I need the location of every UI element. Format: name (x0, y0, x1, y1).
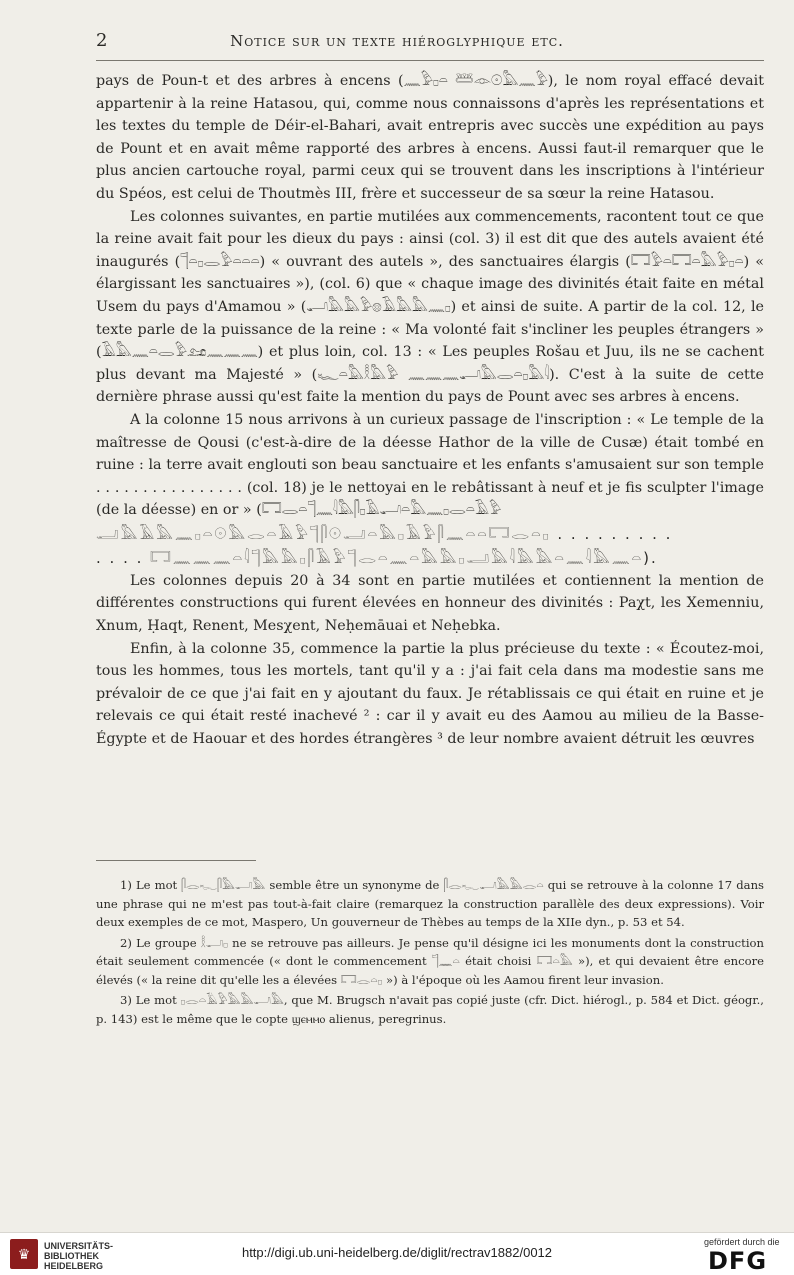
running-title: Notice sur un texte hiéroglyphique etc. (230, 32, 564, 50)
main-text (96, 70, 764, 751)
page-number: 2 (96, 30, 108, 51)
viewer-footer (0, 1232, 794, 1275)
library-name-line-2: BIBLIOTHEK (44, 1251, 99, 1261)
paragraph-3: A la colonne 15 nous arrivons à un curieux passage de l'inscription : « Le temple de la maîtresse de Qousi (c'est-à-dire de la déesse Hathor de la ville de Cusæ) était tombé en ruine : la terre avait englouti son beau sanctuaire et les enfants s'amusaient sur son temple . . . . . . . . . . . . . . . . (col. 18) je le nettoyai en le rebâtissant à neuf et je fis sculpter l'image (de la déesse) en or » (𓉐𓂋𓏏𓊹𓈖𓇋𓅓𓋴𓊪𓄿𓂝𓏏𓅓𓈖𓊪𓂋𓏏𓄿𓅱 (96, 411, 764, 519)
library-name-line-3: HEIDELBERG (44, 1261, 104, 1271)
permalink-url[interactable]: http://digi.ub.uni-heidelberg.de/diglit/rectrav1882/0012 (241, 1245, 553, 1260)
dfg-logo[interactable]: DFG (708, 1247, 768, 1275)
footnote-1: 1) Le mot 𓋴𓂋𓆑𓋴𓅓𓂝𓅓 semble être un synonyme de 𓋴𓂋𓆑𓂝𓅓𓅓𓂋𓏏 qui se retrouve à la colonne 17 dans une phrase qui ne m'est pas tout-à-fait claire (remarquez la construction parallèle des deux expressions). Voir deux exemples de ce mot, Maspero, Un gouverneur de Thèbes au temps de la XIIe dyn., p. 53 et 54. (96, 878, 764, 929)
university-seal-icon: ♛ (17, 1246, 31, 1262)
footnotes (96, 876, 764, 1030)
footnote-rule (96, 860, 256, 861)
paragraph-4: Les colonnes depuis 20 à 34 sont en partie mutilées et contiennent la mention de différentes constructions qui furent élevées en honneur des divinités : Paχt, les Xemenniu, Xnum, Ḥaqt, Renent, Mesχent, Neḥemāuai et Neḥebka. (96, 572, 764, 635)
header-rule (96, 60, 764, 61)
paragraph-1: pays de Poun-t et des arbres à encens (𓈖𓅱𓊪𓏏 𓆷𓁹𓇳𓅓𓈖𓅱), le nom royal effacé devait appartenir à la reine Hatasou, qui, comme nous connaissons d'après les représentations et les textes du temple de Déir-el-Bahari, avait entrepris avec succès une expédition au pays de Pount et en avait même rapporté des arbres à encens. Aussi faut-il remarquer que le plus ancien cartouche royal, parmi ceux qui se trouvent dans les inscriptions à l'intérieur du Spéos, est celui de Thoutmès III, frère et successeur de sa sœur la reine Hatasou. (96, 73, 764, 202)
library-name-line-1: UNIVERSITÄTS- (44, 1241, 114, 1251)
hieroglyph-line-1: 𓂝𓅓𓄿𓅓𓈖𓊪𓏏𓇳𓅓𓂋𓏏𓄿𓅱𓊹𓋴𓇳𓂝𓏏𓅓𓊪𓄿𓅱𓋴𓈖𓏏𓏏𓉐𓂋𓏏𓊪 . . . . . . . . . (96, 524, 673, 543)
footnote-3: 3) Le mot 𓊪𓂋𓏏𓄿𓅱𓅓𓅓𓂝𓅓, que M. Brugsch n'avait pas copié juste (cfr. Dict. hiérogl., p. 584 et Dict. géogr., p. 143) est le même que le copte ϣⲉⲙⲙⲟ alienus, peregrinus. (96, 993, 764, 1026)
footnote-2: 2) Le groupe 𓎛𓂝𓊪 ne se retrouve pas ailleurs. Je pense qu'il désigne ici les monuments dont la construction était seulement commencée (« dont le commencement 𓊹𓈖𓏏 était choisi 𓉐𓏏𓅓 »), et qui devaient être encore élevés (« la reine dit qu'elle les a élevées 𓉐𓂋𓏏𓊪 ») à l'époque où les Aamou firent leur invasion. (96, 935, 764, 987)
paragraph-5: Enfin, à la colonne 35, commence la partie la plus précieuse du texte : « Écoutez-moi, tous les hommes, tous les mortels, tant qu'il y a : j'ai fait cela dans ma modestie sans me prévaloir de ce que j'ai fait en y ajoutant du faux. Je rétablissais ce qui était en ruine et je relevais ce qui était resté inachevé ² : car il y avait eu des Aamou au milieu de la Basse-Égypte et de Haouar et des hordes étrangères ³ de leur nombre avaient détruit les œuvres (96, 640, 764, 748)
paragraph-2: Les colonnes suivantes, en partie mutilées aux commencements, racontent tout ce que la reine avait fait pour les dieux du pays : ainsi (col. 3) il est dit que des autels avaient été inaugurés (𓊹𓏏𓊪𓂋𓅱𓏏𓏏𓏏) « ouvrant des autels », des sanctuaires élargis (𓉐𓅱𓏏𓉐𓏏𓅓𓅱𓊪𓏏) « élargissant les sanctuaires »), (col. 6) que « chaque image des divinités était faite en métal Usem du pays d'Amamou » (𓂝𓅓𓅓𓅱𓊖𓄿𓅓𓅓𓈖𓊪) et ainsi de suite. A partir de la col. 12, le texte parle de la puissance de la reine : « Ma volonté fait s'incliner les peuples étrangers » (𓄿𓅓𓈖𓏏𓂋𓅱𓃭𓈖𓈖𓈖) et plus loin, col. 13 : « Les peuples Rošau et Juu, ils ne se cachent plus devant ma Majesté » (𓆑𓏏𓅓𓎛𓅓𓅱 𓈖𓈖𓈖𓂝𓅓𓂋𓏏𓊪𓅓𓇋). C'est à la suite de cette dernière phrase aussi qu'est faite la mention du pays de Pount avec ses arbres à encens. (96, 208, 764, 406)
hieroglyph-line-2: . . . . 𓉐𓈖𓈖𓈖𓏏𓇋𓊹𓅓𓅓𓊪𓋴𓄿𓅱𓊹𓂋𓏏𓈖𓏏𓅓𓅓𓊪𓂝𓅓𓇋𓅓𓅓𓏏𓈖𓇋𓅓𓈖𓏏). (96, 548, 658, 567)
funded-by-label: gefördert durch die (704, 1237, 780, 1247)
